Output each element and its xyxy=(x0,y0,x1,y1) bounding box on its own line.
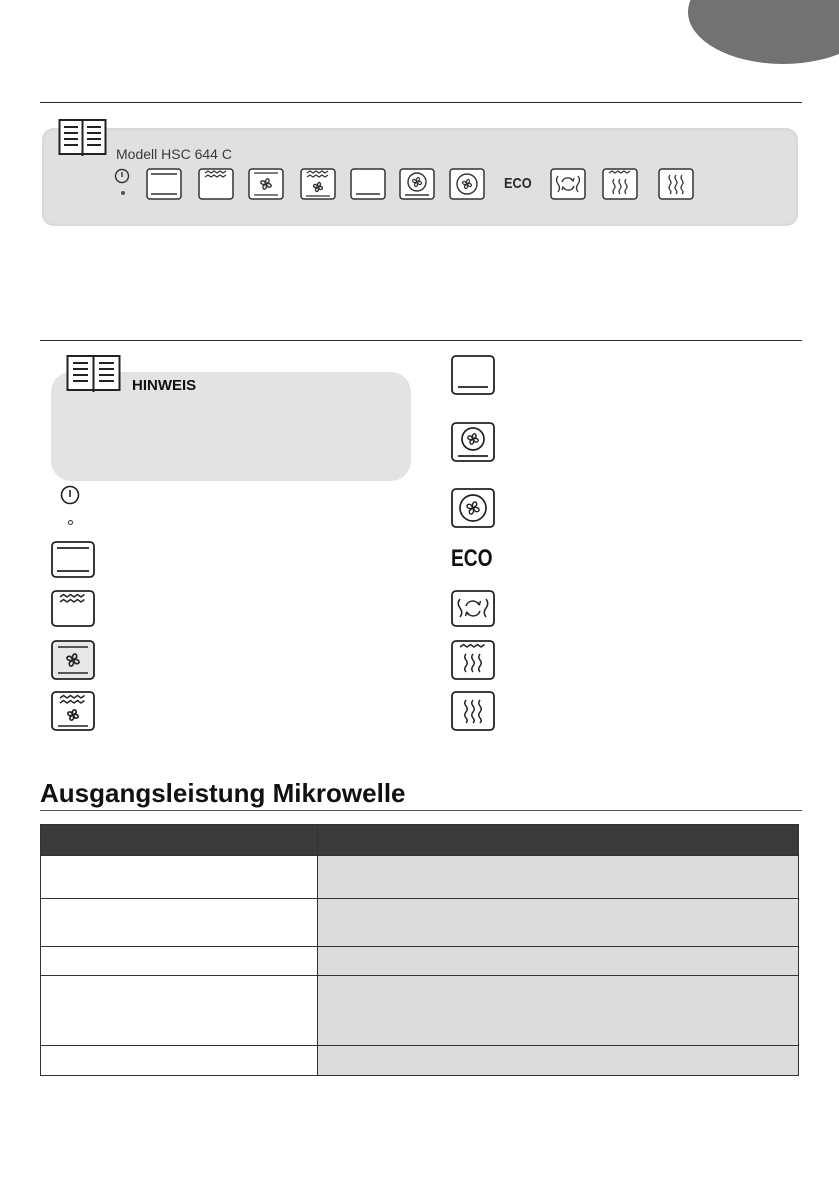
top-heat-icon xyxy=(51,590,95,627)
table-cell xyxy=(318,976,799,1046)
microwave-grill-icon xyxy=(451,640,495,680)
fan-ring-bottom-heat-icon xyxy=(451,422,495,462)
table-cell xyxy=(318,899,799,947)
defrost-icon xyxy=(451,590,495,627)
table-header-row xyxy=(41,825,799,856)
section-divider xyxy=(40,340,802,341)
table-row xyxy=(41,947,799,976)
table-cell xyxy=(318,947,799,976)
section-title: Ausgangsleistung Mikrowelle xyxy=(40,778,406,808)
table-header-cell xyxy=(41,825,318,856)
open-book-icon xyxy=(66,354,122,396)
fan-top-bottom-heat-icon xyxy=(300,168,336,200)
fan-ring-heat-icon xyxy=(451,488,495,528)
table-row xyxy=(41,1046,799,1076)
indicator-dot xyxy=(68,520,73,525)
indicator-dot xyxy=(121,191,125,195)
table-row xyxy=(41,899,799,947)
table-cell xyxy=(41,899,318,947)
fan-bottom-heat-icon xyxy=(51,640,95,680)
table-cell xyxy=(318,856,799,899)
note-title: HINWEIS xyxy=(132,377,197,394)
table-cell xyxy=(41,856,318,899)
top-divider xyxy=(40,102,802,103)
microwave-output-table xyxy=(40,824,799,1076)
fan-bottom-heat-icon xyxy=(248,168,284,200)
bottom-heat-icon xyxy=(451,355,495,395)
table-header-cell xyxy=(318,825,799,856)
power-icon xyxy=(114,168,130,184)
microwave-icon xyxy=(451,691,495,731)
eco-label: ECO xyxy=(504,175,532,192)
model-label: Modell HSC 644 C xyxy=(116,146,232,162)
defrost-icon xyxy=(550,168,586,200)
section-title-underline xyxy=(40,810,802,811)
power-icon xyxy=(60,485,80,505)
microwave-icon xyxy=(658,168,694,200)
eco-label: ECO xyxy=(451,545,493,572)
fan-ring-heat-icon xyxy=(449,168,485,200)
table-row xyxy=(41,976,799,1046)
fan-ring-bottom-heat-icon xyxy=(399,168,435,200)
open-book-icon xyxy=(58,118,108,160)
top-heat-icon xyxy=(198,168,234,200)
conventional-heating-icon xyxy=(146,168,182,200)
conventional-heating-icon xyxy=(51,541,95,578)
table-cell xyxy=(41,1046,318,1076)
table-row xyxy=(41,856,799,899)
bottom-heat-icon xyxy=(350,168,386,200)
microwave-grill-icon xyxy=(602,168,638,200)
table-cell xyxy=(318,1046,799,1076)
table-cell xyxy=(41,947,318,976)
page-corner-tab xyxy=(688,0,839,64)
table-cell xyxy=(41,976,318,1046)
fan-top-bottom-heat-icon xyxy=(51,691,95,731)
